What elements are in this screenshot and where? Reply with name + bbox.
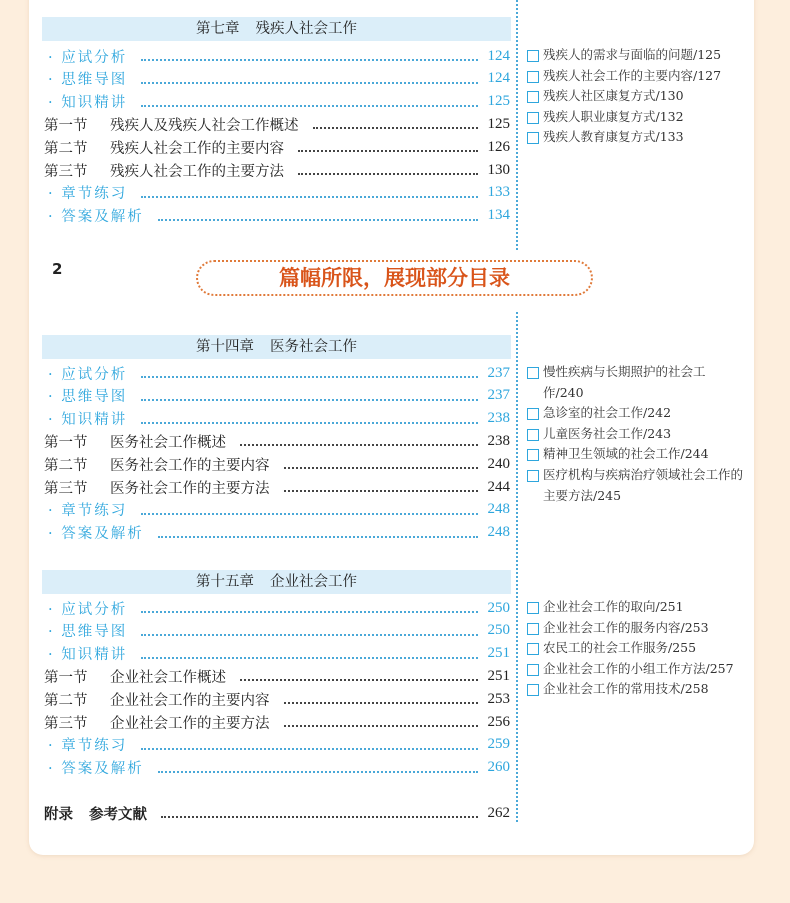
page-ref: 124: [487, 70, 510, 87]
page-ref: 125: [487, 93, 510, 110]
toc-row[interactable]: [44, 620, 510, 642]
key-point-text: 残疾人教育康复方式/133: [543, 129, 684, 145]
toc-entry-title: 医务社会工作的主要内容: [110, 457, 270, 474]
leader-dots: [141, 632, 477, 636]
leader-dots: [284, 723, 478, 727]
toc-row[interactable]: [44, 453, 510, 475]
appendix-label: 附录: [44, 806, 73, 823]
checkbox-icon: [527, 602, 539, 614]
chapter-title: 企业社会工作: [270, 574, 357, 590]
page-ref: 250: [487, 622, 510, 639]
key-point-text: 精神卫生领域的社会工作/244: [543, 446, 709, 462]
page-ref: 134: [487, 207, 510, 224]
leader-dots: [313, 125, 478, 129]
toc-entry-title: · 应试分析: [48, 601, 128, 618]
toc-row[interactable]: [44, 91, 510, 113]
page-ref: 133: [487, 184, 510, 201]
key-point-text: 企业社会工作的取向/251: [543, 599, 684, 614]
toc-entry-title: · 知识精讲: [48, 95, 128, 112]
toc-row[interactable]: [44, 362, 510, 384]
key-point-item: [527, 45, 745, 66]
section-number: 第二节: [44, 457, 88, 474]
key-point-text: 残疾人的需求与面临的问题/125: [543, 47, 722, 62]
leader-dots: [141, 397, 477, 401]
page-ref: 237: [487, 387, 510, 404]
leader-dots: [240, 442, 478, 446]
leader-dots: [158, 217, 478, 221]
checkbox-icon: [527, 470, 539, 482]
toc-row[interactable]: [44, 597, 510, 619]
key-point-text: 慢性疾病与长期照护的社会工作/240: [543, 364, 706, 400]
leader-dots: [298, 148, 478, 152]
leader-dots: [284, 700, 478, 704]
toc-row[interactable]: [44, 711, 510, 733]
leader-dots: [141, 655, 477, 659]
page-ref: 238: [487, 410, 510, 427]
leader-dots: [141, 420, 477, 424]
page-ref: 130: [487, 161, 510, 178]
checkbox-icon: [527, 91, 539, 103]
key-point-text: 残疾人社区康复方式/130: [543, 88, 684, 104]
toc-entry-title: 残疾人及残疾人社会工作概述: [110, 117, 299, 134]
toc-entry-title: 残疾人社会工作的主要内容: [110, 140, 284, 157]
section-number: 第三节: [44, 715, 88, 732]
page-number: 2: [52, 260, 63, 278]
key-point-text: 儿童医务社会工作/243: [543, 425, 672, 441]
toc-row[interactable]: [44, 205, 510, 227]
toc-entry-title: · 答案及解析: [48, 526, 144, 543]
key-points: [527, 597, 745, 700]
section-number: 第一节: [44, 434, 88, 451]
key-point-item: [527, 444, 745, 465]
key-point-text: 急诊室的社会工作/242: [543, 405, 672, 421]
section-number: 第二节: [44, 140, 88, 157]
page-ref: 124: [487, 47, 510, 64]
page-ref: 248: [487, 524, 510, 541]
checkbox-icon: [527, 429, 539, 441]
key-points: [527, 45, 745, 148]
toc-entry-title: · 章节练习: [48, 738, 128, 755]
leader-dots: [298, 171, 478, 175]
chapter-heading: [42, 17, 511, 41]
toc-entry-title: · 知识精讲: [48, 647, 128, 664]
chapter-number: 第十四章: [196, 339, 254, 355]
page-ref: 240: [487, 455, 510, 472]
leader-dots: [161, 814, 478, 818]
toc-entry-title: 残疾人社会工作的主要方法: [110, 163, 284, 180]
key-point-text: 企业社会工作的小组工作方法/257: [543, 660, 734, 676]
toc-row[interactable]: [44, 476, 510, 498]
leader-dots: [141, 374, 477, 378]
page-ref: 259: [487, 736, 510, 753]
column-divider: [516, 312, 518, 822]
toc-row[interactable]: [44, 757, 510, 779]
key-point-item: [527, 465, 745, 506]
toc-row[interactable]: [44, 385, 510, 407]
toc-row[interactable]: [44, 522, 510, 544]
leader-dots: [141, 80, 477, 84]
page-ref: 248: [487, 501, 510, 518]
page-ref: 250: [487, 599, 510, 616]
page-ref: 237: [487, 364, 510, 381]
key-point-item: [527, 618, 745, 639]
checkbox-icon: [527, 71, 539, 83]
leader-dots: [284, 488, 478, 492]
toc-row[interactable]: [44, 68, 510, 90]
key-point-item: [527, 127, 745, 148]
toc-row[interactable]: [44, 136, 510, 158]
toc-row[interactable]: [44, 734, 510, 756]
page-ref: 256: [487, 713, 510, 730]
checkbox-icon: [527, 684, 539, 696]
appendix-row[interactable]: [44, 802, 510, 824]
toc-entry-title: 企业社会工作的主要内容: [110, 692, 270, 709]
section-number: 第三节: [44, 163, 88, 180]
toc-entry-title: · 章节练习: [48, 186, 128, 203]
chapter-heading: [42, 570, 511, 594]
leader-dots: [141, 194, 477, 198]
toc-row[interactable]: [44, 665, 510, 687]
toc-row[interactable]: [44, 499, 510, 521]
page-ref: 238: [487, 432, 510, 449]
checkbox-icon: [527, 112, 539, 124]
leader-dots: [158, 769, 478, 773]
chapter-title: 残疾人社会工作: [255, 21, 357, 37]
key-point-item: [527, 659, 745, 680]
toc-row[interactable]: [44, 182, 510, 204]
leader-dots: [158, 534, 478, 538]
checkbox-icon: [527, 408, 539, 420]
section-number: 第二节: [44, 692, 88, 709]
leader-dots: [141, 511, 477, 515]
page-ref: 260: [487, 759, 510, 776]
key-point-text: 企业社会工作的服务内容/253: [543, 619, 709, 635]
chapter-title: 医务社会工作: [270, 339, 357, 355]
toc-entry-title: · 知识精讲: [48, 412, 128, 429]
page-ref: 126: [487, 138, 510, 155]
page-ref: 244: [487, 478, 510, 495]
toc-entry-title: · 答案及解析: [48, 209, 144, 226]
banner-notice: 篇幅所限，展现部分目录: [196, 260, 593, 296]
toc-entry-title: 医务社会工作的主要方法: [110, 480, 270, 497]
toc-entry-title: · 思维导图: [48, 624, 128, 641]
page-ref: 251: [487, 667, 510, 684]
key-point-item: [527, 66, 745, 87]
leader-dots: [141, 609, 477, 613]
page-ref: 125: [487, 115, 510, 132]
page-ref: 251: [487, 645, 510, 662]
key-point-item: [527, 362, 745, 403]
checkbox-icon: [527, 664, 539, 676]
chapter-number: 第十五章: [196, 574, 254, 590]
key-points: [527, 362, 745, 506]
toc-row[interactable]: [44, 113, 510, 135]
key-point-item: [527, 638, 745, 659]
key-point-text: 残疾人社会工作的主要内容/127: [543, 67, 722, 83]
section-number: 第一节: [44, 669, 88, 686]
chapter-heading: [42, 335, 511, 359]
key-point-text: 企业社会工作的常用技术/258: [543, 681, 709, 697]
key-point-item: [527, 107, 745, 128]
toc-row[interactable]: [44, 688, 510, 710]
key-point-text: 残疾人职业康复方式/132: [543, 108, 684, 124]
toc-entry-title: · 思维导图: [48, 389, 128, 406]
toc-row[interactable]: [44, 408, 510, 430]
toc-entry-title: 企业社会工作概述: [110, 669, 226, 686]
toc-entry-title: 企业社会工作的主要方法: [110, 715, 270, 732]
toc-entry-title: · 思维导图: [48, 72, 128, 89]
toc-row[interactable]: [44, 45, 510, 67]
key-point-item: [527, 597, 745, 618]
toc-entry-title: · 应试分析: [48, 49, 128, 66]
toc-entry-title: · 应试分析: [48, 366, 128, 383]
key-point-item: [527, 424, 745, 445]
toc-entry-title: · 章节练习: [48, 503, 128, 520]
toc-row[interactable]: [44, 159, 510, 181]
toc-row[interactable]: [44, 643, 510, 665]
key-point-item: [527, 86, 745, 107]
leader-dots: [141, 746, 477, 750]
checkbox-icon: [527, 132, 539, 144]
checkbox-icon: [527, 367, 539, 379]
page-ref: 253: [487, 690, 510, 707]
toc-row[interactable]: [44, 430, 510, 452]
leader-dots: [141, 103, 477, 107]
appendix-title: 参考文献: [89, 806, 147, 823]
section-number: 第三节: [44, 480, 88, 497]
checkbox-icon: [527, 449, 539, 461]
chapter-number: 第七章: [196, 21, 240, 37]
toc-entry-title: 医务社会工作概述: [110, 434, 226, 451]
key-point-text: 医疗机构与疾病治疗领域社会工作的主要方法/245: [543, 466, 744, 503]
key-point-item: [527, 403, 745, 424]
leader-dots: [240, 677, 478, 681]
key-point-item: [527, 679, 745, 700]
toc-entry-title: · 答案及解析: [48, 761, 144, 778]
page-ref: 262: [487, 804, 510, 821]
checkbox-icon: [527, 50, 539, 62]
checkbox-icon: [527, 623, 539, 635]
checkbox-icon: [527, 643, 539, 655]
key-point-text: 农民工的社会工作服务/255: [543, 640, 697, 656]
section-number: 第一节: [44, 117, 88, 134]
column-divider: [516, 0, 518, 250]
leader-dots: [141, 57, 477, 61]
leader-dots: [284, 465, 478, 469]
